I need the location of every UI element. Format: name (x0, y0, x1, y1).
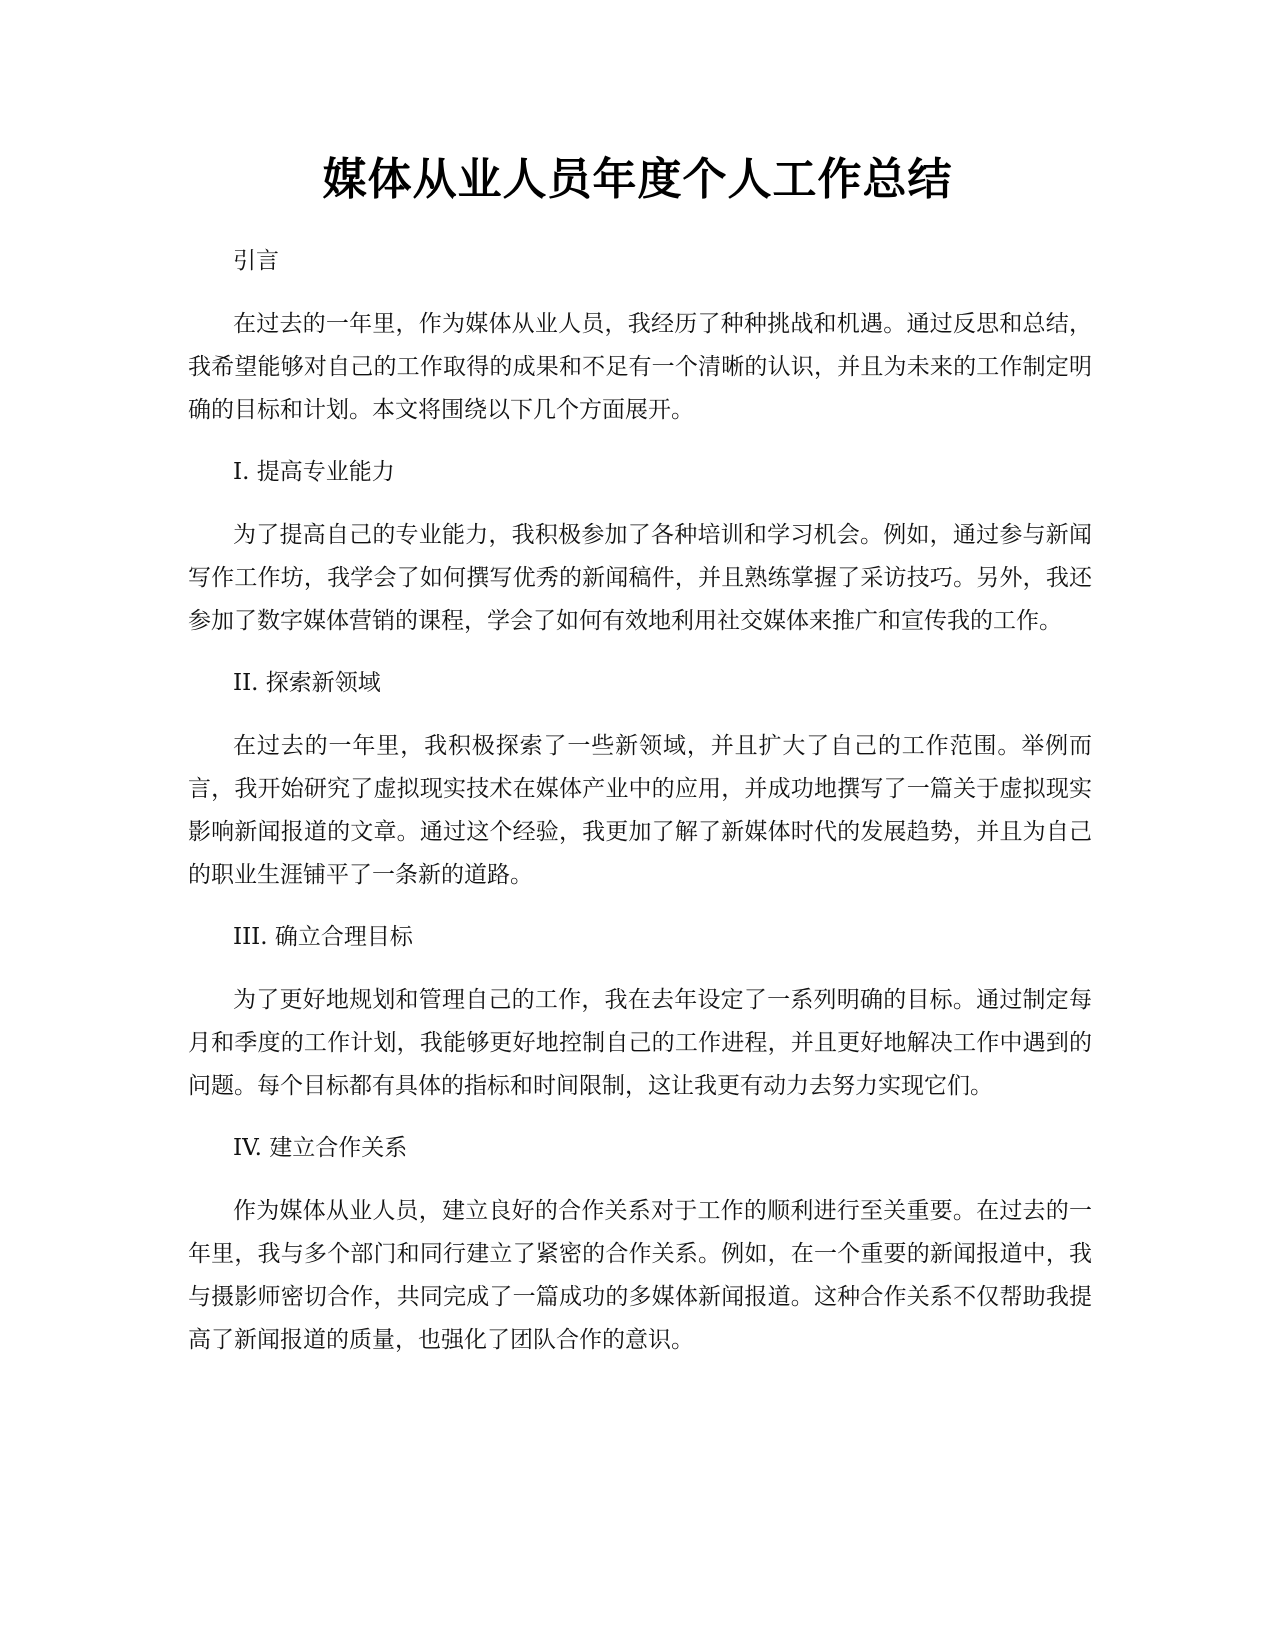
section-heading-4: IV. 建立合作关系 (233, 1135, 408, 1161)
document-body (188, 240, 1092, 1381)
section-paragraph-4: 作为媒体从业人员，建立良好的合作关系对于工作的顺利进行至关重要。在过去的一年里，我与多个部门和同行建立了紧密的合作关系。例如，在一个重要的新闻报道中，我与摄影师密切合作，共同完成了一篇成功的多媒体新闻报道。这种合作关系不仅帮助我提高了新闻报道的质量，也强化了团队合作的意识。 (188, 1198, 1092, 1353)
section-paragraph-2: 在过去的一年里，我积极探索了一些新领域，并且扩大了自己的工作范围。举例而言，我开始研究了虚拟现实技术在媒体产业中的应用，并成功地撰写了一篇关于虚拟现实影响新闻报道的文章。通过这个经验，我更加了解了新媒体时代的发展趋势，并且为自己的职业生涯铺平了一条新的道路。 (188, 733, 1092, 888)
section-paragraph-3: 为了更好地规划和管理自己的工作，我在去年设定了一系列明确的目标。通过制定每月和季度的工作计划，我能够更好地控制自己的工作进程，并且更好地解决工作中遇到的问题。每个目标都有具体的指标和时间限制，这让我更有动力去努力实现它们。 (188, 987, 1092, 1099)
section-paragraph-1: 为了提高自己的专业能力，我积极参加了各种培训和学习机会。例如，通过参与新闻写作工作坊，我学会了如何撰写优秀的新闻稿件，并且熟练掌握了采访技巧。另外，我还参加了数字媒体营销的课程，学会了如何有效地利用社交媒体来推广和宣传我的工作。 (188, 522, 1092, 634)
intro-paragraph: 在过去的一年里，作为媒体从业人员，我经历了种种挑战和机遇。通过反思和总结，我希望能够对自己的工作取得的成果和不足有一个清晰的认识，并且为未来的工作制定明确的目标和计划。本文将围绕以下几个方面展开。 (188, 311, 1092, 423)
intro-heading: 引言 (233, 248, 279, 274)
document-title: 媒体从业人员年度个人工作总结 (322, 154, 953, 205)
section-heading-2: II. 探索新领域 (233, 670, 381, 696)
section-heading-3: III. 确立合理目标 (233, 924, 413, 950)
section-heading-1: I. 提高专业能力 (233, 459, 395, 485)
